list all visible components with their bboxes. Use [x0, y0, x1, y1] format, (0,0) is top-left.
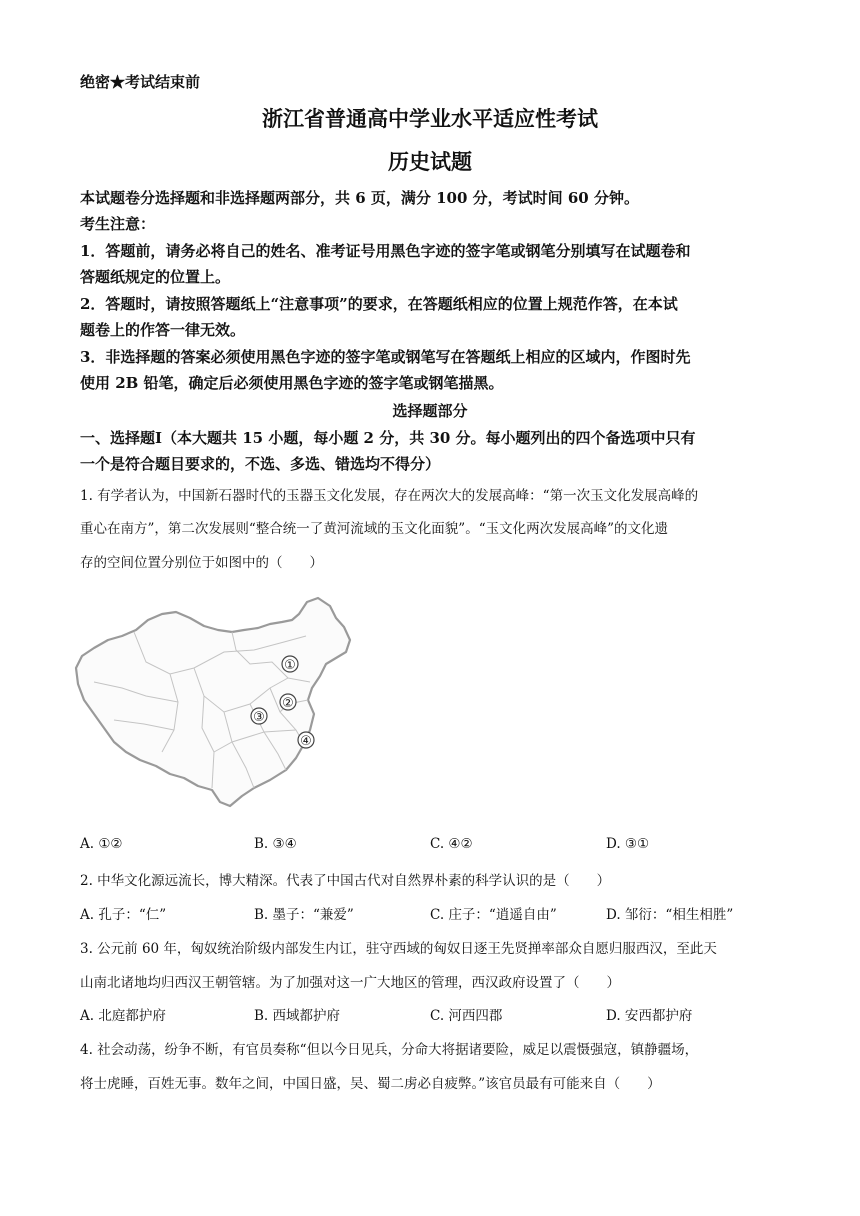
map-marker-2-label: ②	[282, 696, 294, 711]
question-3-option-b[interactable]: B. 西域都护府	[254, 1008, 341, 1024]
question-2-option-a[interactable]: A. 孔子：“仁”	[80, 907, 167, 923]
question-1-line-2: 重心在南方”，第二次发展则“整合统一了黄河流域的玉文化面貌”。“玉文化两次发展高峰”的文化遗	[80, 521, 669, 537]
question-1-line-3: 存的空间位置分别位于如图中的（ ）	[80, 555, 323, 571]
question-2-option-d[interactable]: D. 邹衍：“相生相胜”	[606, 907, 734, 923]
part-title: 选择题部分	[392, 402, 468, 420]
map-marker-4-label: ④	[300, 734, 312, 749]
note-1-line-1: 1．答题前，请务必将自己的姓名、准考证号用黑色字迹的签字笔或钢笔分别填写在试题卷和	[80, 242, 691, 260]
question-2-line-1: 2. 中华文化源远流长，博大精深。代表了中国古代对自然界朴素的科学认识的是（ ）	[80, 873, 611, 889]
question-1-line-1: 1. 有学者认为，中国新石器时代的玉器玉文化发展，存在两次大的发展高峰：“第一次玉文化发展高峰的	[80, 488, 699, 504]
secret-mark: 绝密★考试结束前	[80, 73, 201, 91]
question-1-option-a[interactable]: A. ①②	[80, 836, 123, 852]
exam-title: 浙江省普通高中学业水平适应性考试	[262, 106, 598, 131]
question-2-option-c[interactable]: C. 庄子：“逍遥自由”	[430, 907, 557, 923]
note-3-line-2: 使用 2B 铅笔，确定后必须使用黑色字迹的签字笔或钢笔描黑。	[80, 374, 504, 392]
map-marker-1-label: ①	[284, 658, 296, 673]
china-map	[74, 592, 362, 814]
question-3-line-1: 3. 公元前 60 年，匈奴统治阶级内部发生内讧，驻守西域的匈奴日逐王先贤掸率部众自愿归服西汉，至此天	[80, 941, 717, 957]
question-1-option-b[interactable]: B. ③④	[254, 836, 297, 852]
question-4-line-2: 将士虎睡，百姓无事。数年之间，中国日盛，吴、蜀二虏必自疲弊。”该官员最有可能来自（ ）	[80, 1076, 661, 1092]
note-3-line-1: 3．非选择题的答案必须使用黑色字迹的签字笔或钢笔写在答题纸上相应的区域内，作图时先	[80, 348, 691, 366]
note-2-line-1: 2．答题时，请按照答题纸上“注意事项”的要求，在答题纸相应的位置上规范作答，在本试	[80, 295, 678, 313]
question-1-option-d[interactable]: D. ③①	[606, 836, 650, 852]
section-heading-line-2: 一个是符合题目要求的，不选、多选、错选均不得分）	[80, 455, 441, 473]
question-3-option-a[interactable]: A. 北庭都护府	[80, 1008, 166, 1024]
question-1-option-c[interactable]: C. ④②	[430, 836, 473, 852]
section-heading-line-1: 一、选择题Ⅰ（本大题共 15 小题，每小题 2 分，共 30 分。每小题列出的四个备选项中只有	[80, 429, 696, 447]
subject-title: 历史试题	[388, 149, 472, 174]
map-marker-3-label: ③	[253, 710, 265, 725]
question-3-option-c[interactable]: C. 河西四郡	[430, 1008, 503, 1024]
question-4-line-1: 4. 社会动荡，纷争不断，有官员奏称“但以今日见兵，分命大将据诸要险，威足以震慑强寇，镇静疆场，	[80, 1042, 699, 1058]
exam-intro: 本试题卷分选择题和非选择题两部分，共 6 页，满分 100 分，考试时间 60 分钟。	[80, 189, 639, 207]
note-1-line-2: 答题纸规定的位置上。	[80, 268, 231, 286]
question-3-line-2: 山南北诸地均归西汉王朝管辖。为了加强对这一广大地区的管理，西汉政府设置了（ ）	[80, 975, 620, 991]
notice-heading: 考生注意：	[80, 215, 156, 233]
question-3-option-d[interactable]: D. 安西都护府	[606, 1008, 693, 1024]
question-2-option-b[interactable]: B. 墨子：“兼爱”	[254, 907, 354, 923]
note-2-line-2: 题卷上的作答一律无效。	[80, 321, 246, 339]
